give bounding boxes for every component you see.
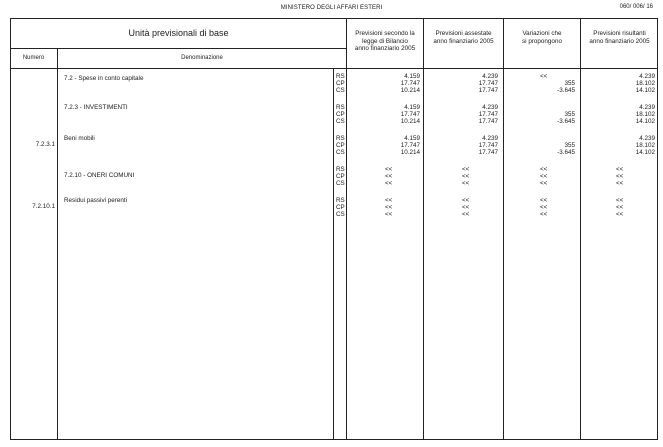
header-split-line	[10, 48, 347, 49]
row-kind-label: CP	[336, 111, 345, 119]
divider-numero	[57, 48, 58, 440]
row-value-c4: <<	[616, 204, 624, 212]
row-kind-label: RS	[336, 135, 345, 142]
row-value-c1: 4.159	[404, 104, 420, 111]
row-value-c1: <<	[385, 173, 393, 181]
row-denominazione: Beni mobili	[64, 135, 95, 142]
row-value-c2: <<	[462, 211, 470, 219]
heading-line: Previsioni secondo la	[355, 30, 415, 37]
row-value-c2: 4.239	[482, 73, 498, 80]
row-value-c4: <<	[616, 180, 624, 188]
row-value-c4: 4.239	[639, 135, 655, 142]
row-value-c1: 4.159	[404, 73, 420, 80]
row-kind-label: CS	[336, 118, 345, 126]
row-value-c1: <<	[385, 211, 393, 219]
row-value-c4: 18.102	[635, 142, 655, 150]
row-value-c2: 17.747	[478, 87, 498, 95]
row-value-c3: 355	[564, 80, 575, 88]
row-value-c4: 14.102	[635, 87, 655, 95]
row-value-c3: <<	[540, 173, 548, 181]
row-value-c2: 17.747	[478, 149, 498, 157]
row-value-c4: <<	[616, 173, 624, 181]
row-value-c2: <<	[462, 197, 470, 204]
heading-previsioni-legge	[347, 30, 423, 53]
row-denominazione: Residui passivi perenti	[64, 197, 127, 204]
row-value-c1: 10.214	[400, 87, 420, 95]
row-value-c2: <<	[462, 204, 470, 212]
row-kind-label: CP	[336, 80, 345, 88]
row-kind-label: CP	[336, 204, 345, 212]
row-denominazione: 7.2.3 - INVESTIMENTI	[64, 104, 128, 111]
header-bottom-line	[10, 68, 658, 69]
row-value-c1: 10.214	[400, 149, 420, 157]
row-value-c1: <<	[385, 180, 393, 188]
row-value-c2: 4.239	[482, 135, 498, 142]
heading-line: si propongono	[522, 37, 562, 45]
heading-line: anno finanziario 2005	[354, 45, 416, 52]
row-value-c4: <<	[616, 166, 624, 173]
unita-heading: Unità previsionali di base	[128, 28, 229, 38]
row-denominazione: 7.2 - Spese in conto capitale	[64, 75, 144, 82]
row-value-c2: <<	[462, 166, 470, 173]
row-kind-label: RS	[336, 104, 345, 111]
row-value-c4: <<	[616, 197, 624, 204]
divider-c1	[346, 18, 347, 440]
row-value-c1: 17.747	[400, 142, 420, 150]
row-value-c1: 4.159	[404, 135, 420, 142]
row-value-c4: 18.102	[635, 80, 655, 88]
row-numero: 7.2.3.1	[35, 141, 55, 149]
row-kind-label: RS	[336, 197, 345, 204]
divider-c3	[503, 18, 504, 440]
heading-line: anno finanziario 2005	[589, 37, 650, 45]
row-value-c4: 14.102	[635, 118, 655, 126]
row-value-c4: 4.239	[639, 104, 655, 111]
heading-line: Variazioni che	[522, 30, 562, 37]
heading-line: Previsioni assestate	[435, 30, 492, 37]
heading-line: anno finanziario 2005	[433, 37, 494, 45]
numero-heading: Numero	[22, 55, 45, 61]
row-value-c3: -3.645	[557, 149, 575, 157]
row-kind-label: CS	[336, 180, 345, 188]
row-value-c3: <<	[540, 197, 548, 204]
page-reference: 060/ 006/ 16	[619, 4, 653, 10]
row-value-c4: 4.239	[639, 73, 655, 80]
row-value-c3: <<	[540, 204, 548, 212]
row-value-c3: <<	[540, 73, 548, 80]
heading-variazioni	[504, 30, 580, 45]
row-value-c1: 17.747	[400, 80, 420, 88]
divider-c2	[423, 18, 424, 440]
row-value-c2: 17.747	[478, 80, 498, 88]
row-value-c3: <<	[540, 180, 548, 188]
row-value-c3: -3.645	[557, 118, 575, 126]
row-value-c1: 17.747	[400, 111, 420, 119]
row-kind-label: CP	[336, 173, 345, 181]
row-value-c4: <<	[616, 211, 624, 219]
row-value-c2: 17.747	[478, 142, 498, 150]
denominazione-heading: Denominazione	[181, 55, 223, 61]
ministry-title: MINISTERO DEGLI AFFARI ESTERI	[280, 5, 383, 11]
row-value-c3: <<	[540, 166, 548, 173]
row-kind-label: RS	[336, 73, 345, 80]
row-kind-label: RS	[336, 166, 345, 173]
row-kind-label: CS	[336, 149, 345, 157]
row-value-c2: <<	[462, 180, 470, 188]
heading-line: legge di Bilancio	[362, 37, 408, 45]
row-value-c4: 18.102	[635, 111, 655, 119]
row-value-c2: 17.747	[478, 111, 498, 119]
row-value-c3: -3.645	[557, 87, 575, 95]
row-kind-label: CS	[336, 87, 345, 95]
row-value-c3: <<	[540, 211, 548, 219]
divider-c4	[580, 18, 581, 440]
row-value-c4: 14.102	[635, 149, 655, 157]
row-value-c1: <<	[385, 197, 393, 204]
row-value-c2: 4.239	[482, 104, 498, 111]
row-value-c2: 17.747	[478, 118, 498, 126]
row-value-c1: 10.214	[400, 118, 420, 126]
kind-divider	[333, 69, 334, 440]
heading-previsioni-assestate	[424, 30, 503, 45]
row-value-c1: <<	[385, 204, 393, 212]
heading-line: Previsioni risultanti	[593, 30, 646, 37]
row-value-c1: <<	[385, 166, 393, 173]
row-kind-label: CP	[336, 142, 345, 150]
row-numero: 7.2.10.1	[32, 203, 55, 211]
row-kind-label: CS	[336, 211, 345, 219]
row-value-c3: 355	[564, 142, 575, 150]
heading-previsioni-risultanti	[581, 30, 658, 45]
row-value-c2: <<	[462, 173, 470, 181]
row-denominazione: 7.2.10 - ONERI COMUNI	[64, 172, 135, 180]
row-value-c3: 355	[564, 111, 575, 119]
